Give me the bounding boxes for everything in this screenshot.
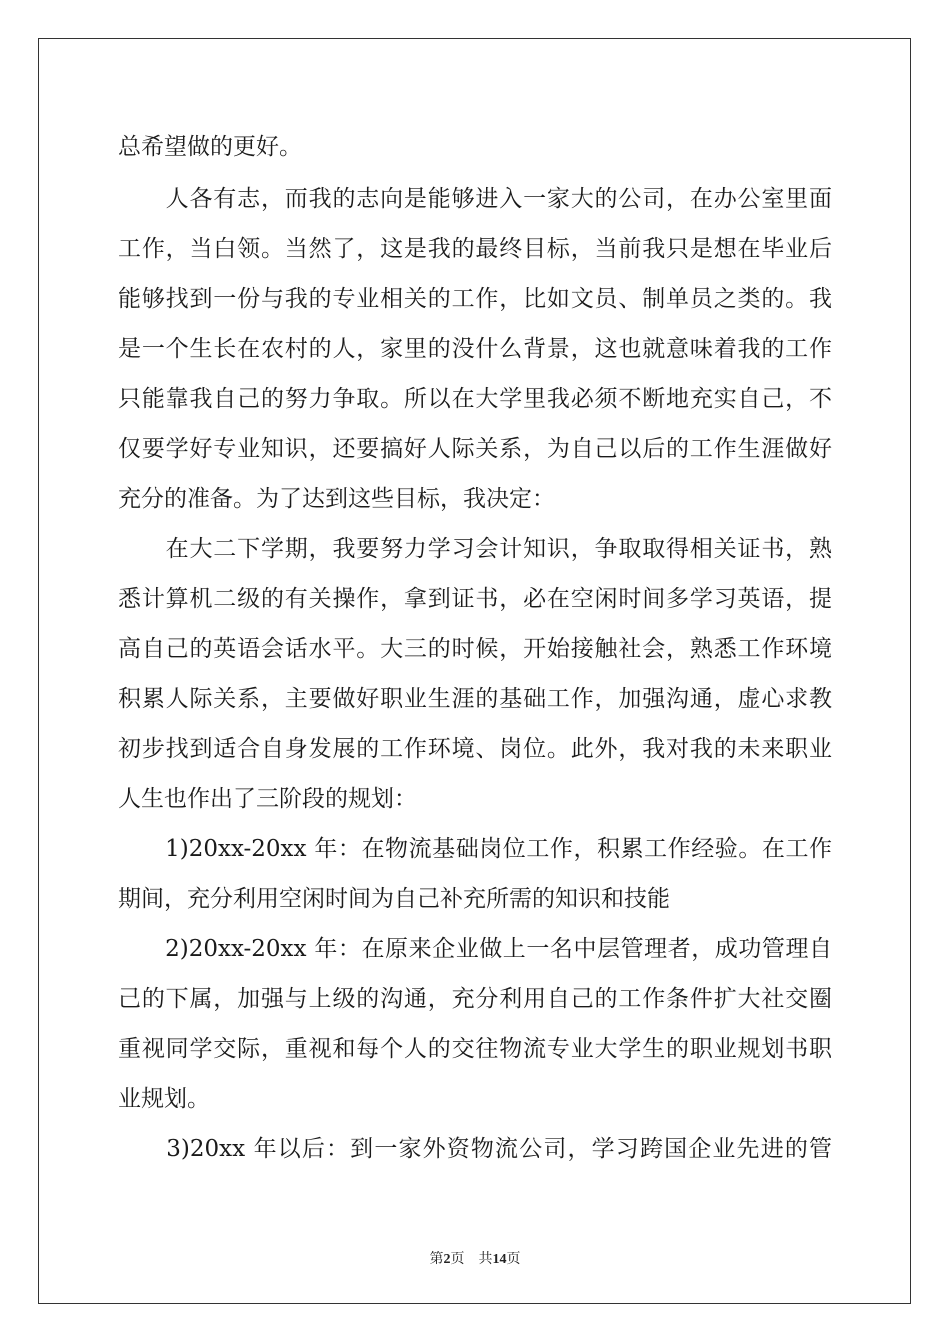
text-line: 重视同学交际，重视和每个人的交往物流专业大学生的职业规划书职 [118, 1036, 832, 1062]
text-line: 己的下属，加强与上级的沟通，充分利用自己的工作条件扩大社交圈 [118, 986, 832, 1012]
text-line: 人各有志，而我的志向是能够进入一家大的公司，在办公室里面 [118, 186, 832, 212]
text-line: 人生也作出了三阶段的规划： [118, 786, 417, 812]
footer-suffix: 页 [506, 1252, 521, 1267]
text-line: 在大二下学期，我要努力学习会计知识，争取取得相关证书，熟 [118, 536, 832, 562]
text-line: 总希望做的更好。 [118, 134, 302, 160]
page-footer [0, 1248, 950, 1268]
text-line: 高自己的英语会话水平。大三的时候，开始接触社会，熟悉工作环境 [118, 636, 832, 662]
text-line: 业规划。 [118, 1086, 210, 1112]
text-line: 只能靠我自己的努力争取。所以在大学里我必须不断地充实自己，不 [118, 386, 832, 412]
text-line: 初步找到适合自身发展的工作环境、岗位。此外，我对我的未来职业 [118, 736, 832, 762]
text-line: 仅要学好专业知识，还要搞好人际关系，为自己以后的工作生涯做好 [118, 436, 832, 462]
text-line: 3)20xx 年以后：到一家外资物流公司，学习跨国企业先进的管 [118, 1136, 832, 1162]
text-line: 期间，充分利用空闲时间为自己补充所需的知识和技能 [118, 886, 670, 912]
text-line: 2)20xx-20xx 年：在原来企业做上一名中层管理者，成功管理自 [118, 936, 832, 962]
text-line: 1)20xx-20xx 年：在物流基础岗位工作，积累工作经验。在工作 [118, 836, 832, 862]
footer-prefix: 第 [429, 1252, 444, 1267]
footer-page-number: 2 [443, 1252, 451, 1267]
text-line: 充分的准备。为了达到这些目标，我决定： [118, 486, 555, 512]
text-line: 悉计算机二级的有关操作，拿到证书，必在空闲时间多学习英语，提 [118, 586, 832, 612]
text-line: 积累人际关系，主要做好职业生涯的基础工作，加强沟通，虚心求教 [118, 686, 832, 712]
footer-total-pages: 14 [492, 1252, 507, 1267]
text-line: 能够找到一份与我的专业相关的工作，比如文员、制单员之类的。我 [118, 286, 832, 312]
footer-mid: 页 共 [450, 1252, 493, 1267]
text-line: 是一个生长在农村的人，家里的没什么背景，这也就意味着我的工作 [118, 336, 832, 362]
text-line: 工作，当白领。当然了，这是我的最终目标，当前我只是想在毕业后 [118, 236, 832, 262]
